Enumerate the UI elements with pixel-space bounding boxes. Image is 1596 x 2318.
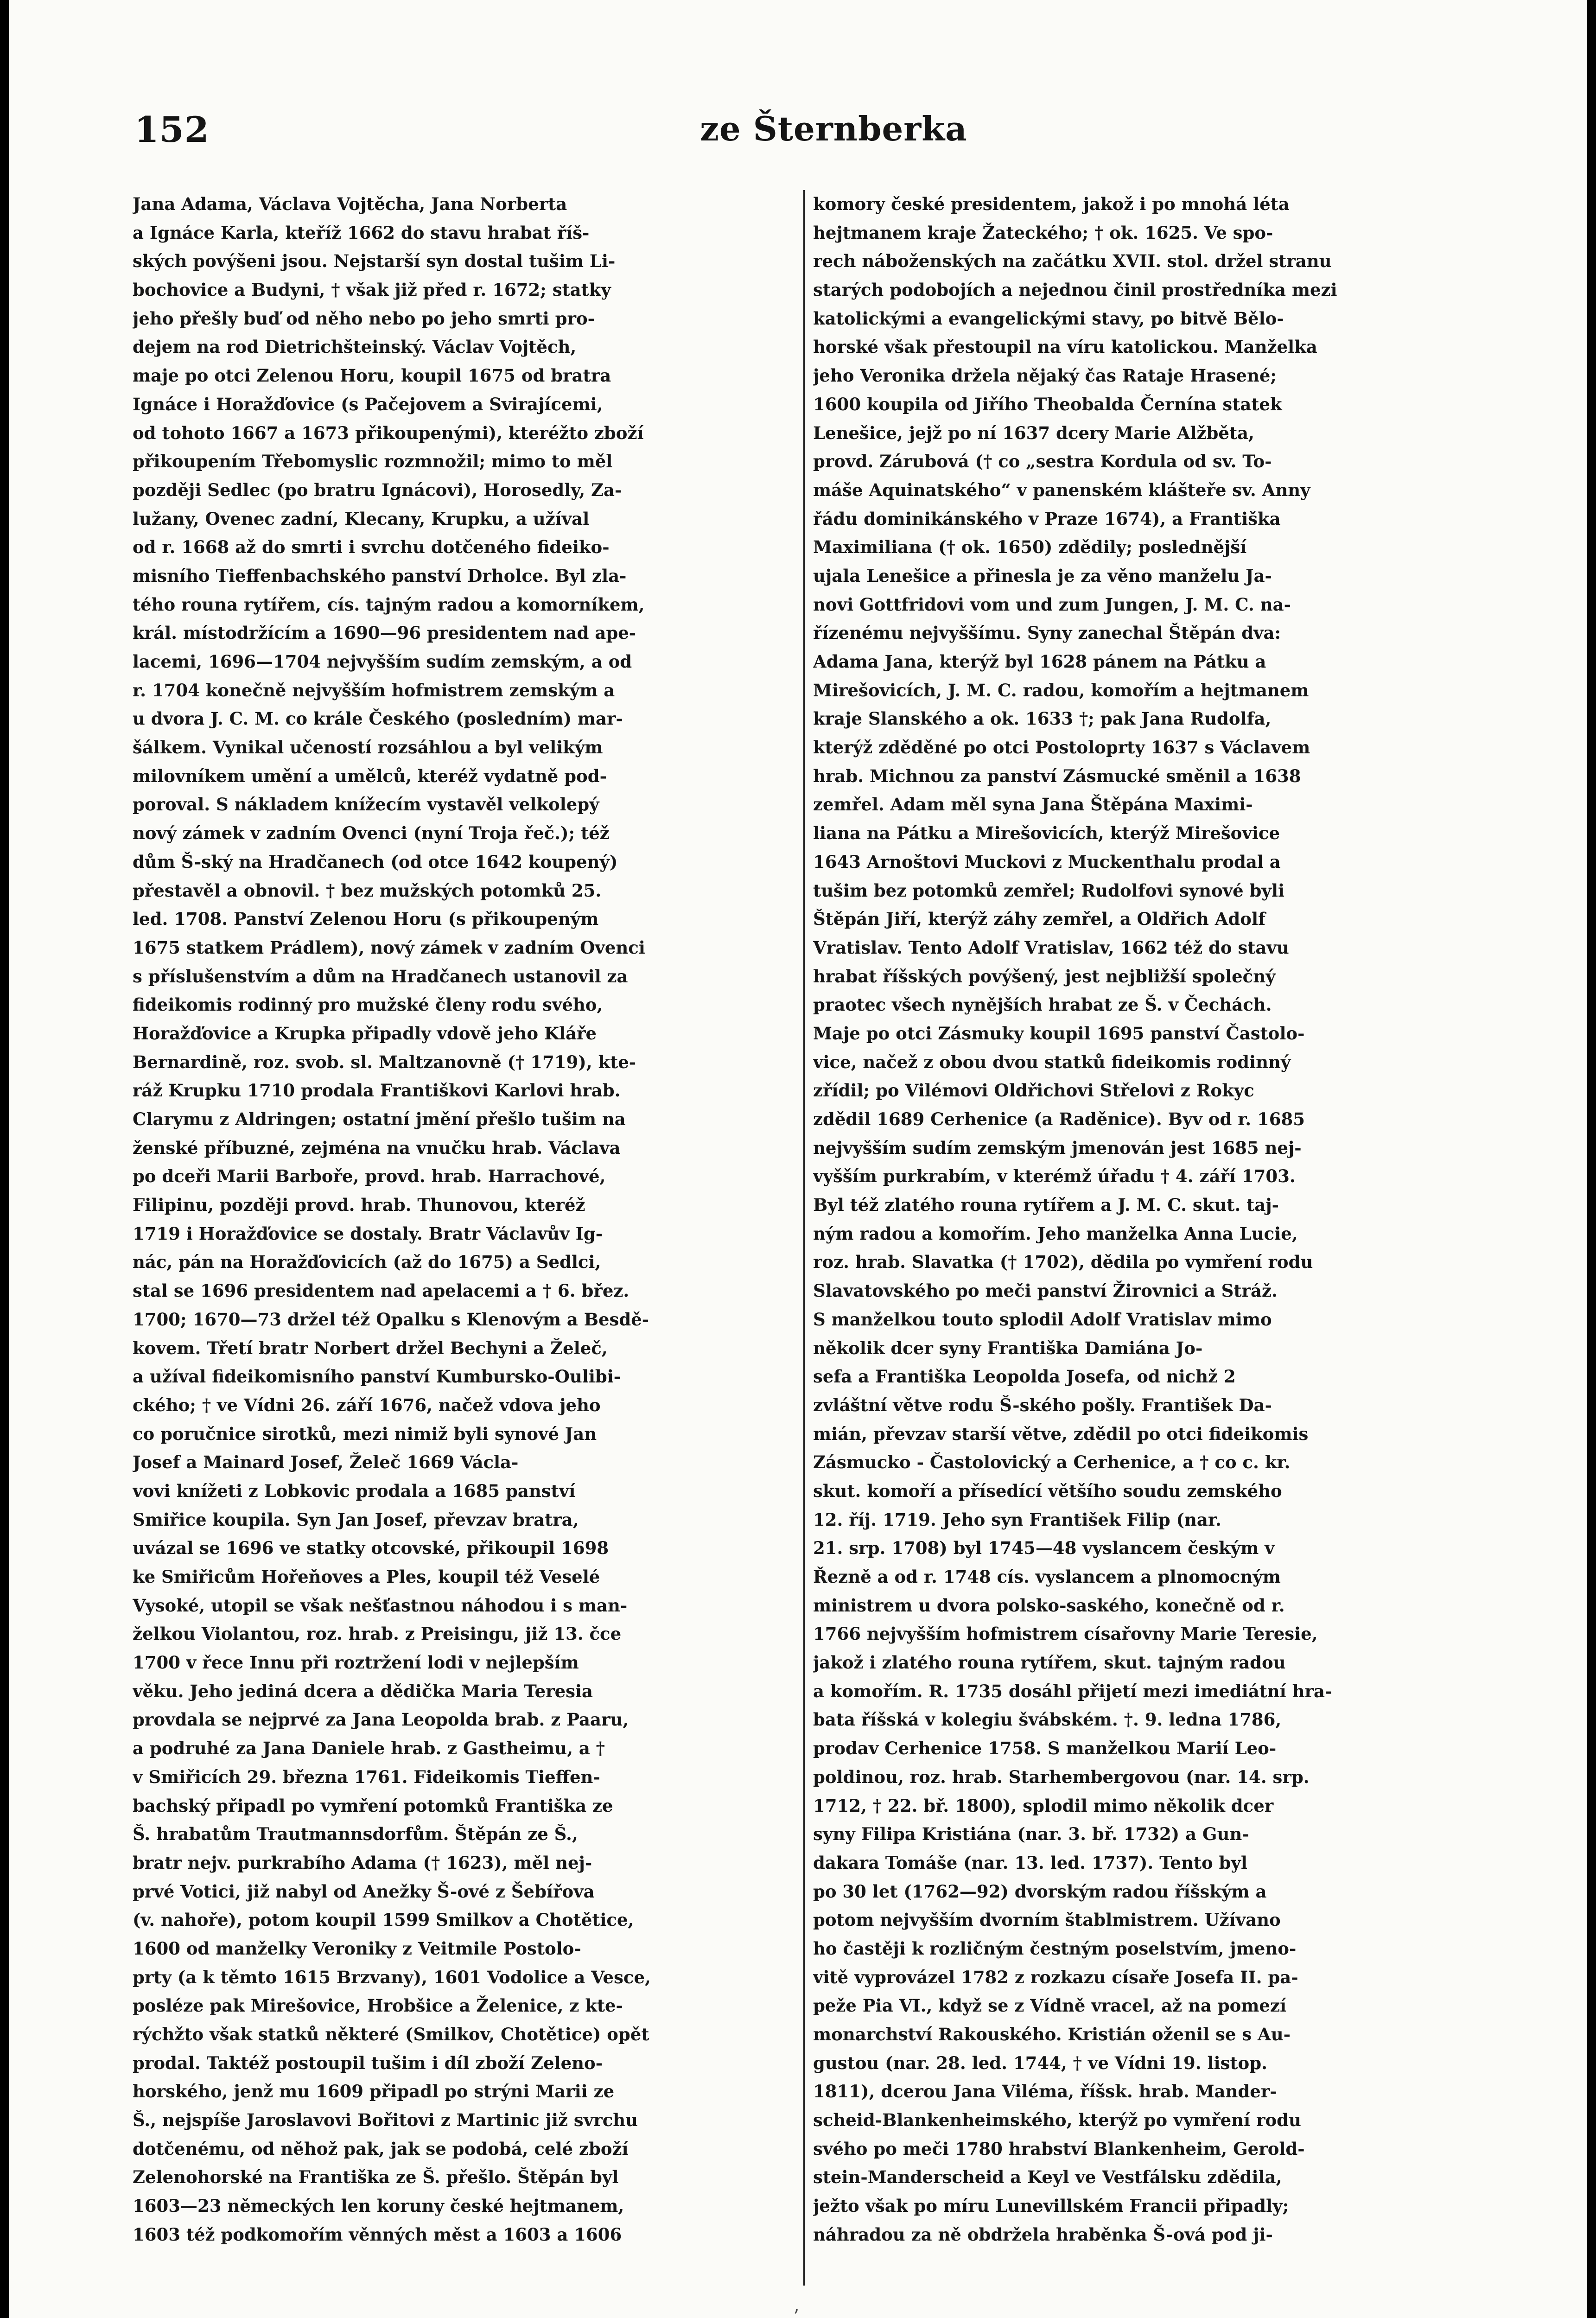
text-line: 1766 nejvyšším hofmistrem císařovny Marie Teresie, [813, 1624, 1318, 1644]
text-line: scheid-Blankenheimského, kterýž po vymření rodu [813, 2110, 1301, 2131]
text-line: od tohoto 1667 a 1673 přikoupenými), kteréžto zboží [133, 422, 644, 443]
text-line: 1712, † 22. bř. 1800), splodil mimo několik dcer [813, 1795, 1274, 1816]
text-line: Smiřice koupila. Syn Jan Josef, převzav bratra, [133, 1509, 579, 1530]
text-line: prty (a k těmto 1615 Brzvany), 1601 Vodolice a Vesce, [133, 1967, 651, 1987]
text-line: Ignáce i Horažďovice (s Pačejovem a Svirajícemi, [133, 394, 603, 414]
text-line: Adama Jana, kterýž byl 1628 pánem na Pátku a [813, 651, 1266, 672]
text-line: u dvora J. C. M. co krále Českého (posledním) mar- [133, 708, 623, 729]
text-line: a komořím. R. 1735 dosáhl přijetí mezi imediátní hra- [813, 1681, 1332, 1701]
text-line: ho častěji k rozličným čestným poselstvím, jmeno- [813, 1938, 1297, 1959]
text-line: nový zámek v zadním Ovenci (nyní Troja řeč.); též [133, 823, 610, 844]
text-line: sefa a Františka Leopolda Josefa, od nichž 2 [813, 1366, 1236, 1387]
text-line: Lenešice, jejž po ní 1637 dcery Marie Alžběta, [813, 422, 1254, 443]
text-line: 1643 Arnoštovi Muckovi z Muckenthalu prodal a [813, 851, 1281, 872]
text-line: stein-Manderscheid a Keyl ve Vestfálsku zdědila, [813, 2167, 1282, 2188]
text-line: kraje Slanského a ok. 1633 †; pak Jana Rudolfa, [813, 708, 1272, 729]
text-line: několik dcer syny Františka Damiána Jo- [813, 1337, 1203, 1358]
text-line: ujala Lenešice a přinesla je za věno manželu Ja- [813, 565, 1272, 586]
text-line: Bernardině, roz. svob. sl. Maltzanovně († 1719), kte- [133, 1051, 636, 1072]
text-line: řádu dominikánského v Praze 1674), a Františka [813, 508, 1281, 529]
text-line: horského, jenž mu 1609 připadl po strýni Marii ze [133, 2081, 615, 2102]
text-line: provd. Zárubová († co „sestra Kordula od sv. To- [813, 451, 1272, 472]
text-line: hrabat říšských povýšený, jest nejbližší společný [813, 966, 1276, 987]
text-line: Š. hrabatům Trautmannsdorfům. Štěpán ze Š., [133, 1824, 578, 1845]
text-line: 21. srp. 1708) byl 1745—48 vyslancem českým v [813, 1538, 1275, 1559]
text-line: Vratislav. Tento Adolf Vratislav, 1662 též do stavu [813, 937, 1289, 958]
text-line: prodal. Taktéž postoupil tušim i díl zboží Zeleno- [133, 2052, 603, 2073]
text-line: dejem na rod Dietrichšteinský. Václav Vojtěch, [133, 337, 577, 357]
text-line: 1719 i Horažďovice se dostaly. Bratr Václavův Ig- [133, 1223, 603, 1244]
text-line: lužany, Ovenec zadní, Klecany, Krupku, a užíval [133, 508, 590, 529]
text-line: ježto však po míru Lunevillském Francii připadly; [813, 2196, 1289, 2216]
text-line: ministrem u dvora polsko-saského, konečně od r. [813, 1595, 1285, 1616]
text-line: Zásmucko - Častolovický a Cerhenice, a † co c. kr. [813, 1452, 1291, 1473]
text-line: lacemi, 1696—1704 nejvyšším sudím zemským, a od [133, 651, 632, 672]
text-line: a podruhé za Jana Daniele hrab. z Gastheimu, a † [133, 1738, 605, 1759]
text-line: dakara Tomáše (nar. 13. led. 1737). Tento byl [813, 1852, 1247, 1873]
text-line: potom nejvyšším dvorním štablmistrem. Užívano [813, 1910, 1281, 1930]
text-line: přestavěl a obnovil. † bez mužských potomků 25. [133, 880, 602, 901]
text-line: a Ignáce Karla, kteříž 1662 do stavu hrabat říš- [133, 222, 590, 243]
text-line: peže Pia VI., když se z Vídně vracel, až na pomezí [813, 1995, 1287, 2016]
text-line: 1600 od manželky Veroniky z Veitmile Postolo- [133, 1938, 581, 1959]
text-line: vitě vyprovázel 1782 z rozkazu císaře Josefa II. pa- [813, 1967, 1298, 1987]
text-line: led. 1708. Panství Zelenou Horu (s přikoupeným [133, 909, 599, 930]
text-line: Horažďovice a Krupka připadly vdově jeho Kláře [133, 1023, 597, 1044]
text-line: zřídil; po Vilémovi Oldřichovi Střelovi z Rokyc [813, 1080, 1254, 1101]
text-line: prvé Votici, již nabyl od Anežky Š-ové z Šebířova [133, 1881, 595, 1902]
text-line: S manželkou touto splodil Adolf Vratislav mimo [813, 1309, 1272, 1330]
text-line: Josef a Mainard Josef, Želeč 1669 Václa- [133, 1452, 519, 1473]
text-line: hejtmanem kraje Žateckého; † ok. 1625. Ve spo- [813, 222, 1273, 243]
text-line: uvázal se 1696 ve statky otcovské, přikoupil 1698 [133, 1538, 609, 1559]
text-line: 1811), dcerou Jana Viléma, říšsk. hrab. Mander- [813, 2081, 1277, 2102]
text-line: provdala se nejprvé za Jana Leopolda brab. z Paaru, [133, 1709, 629, 1730]
text-line: misního Tieffenbachského panství Drholce. Byl zla- [133, 565, 627, 586]
text-line: tého rouna rytířem, cís. tajným radou a komorníkem, [133, 594, 645, 615]
text-line: mián, převzav starší větve, zdědil po otci fideikomis [813, 1423, 1309, 1444]
text-line: ckého; † ve Vídni 26. září 1676, načež vdova jeho [133, 1395, 601, 1415]
text-line: 1675 statkem Prádlem), nový zámek v zadním Ovenci [133, 937, 645, 958]
text-line: tušim bez potomků zemřel; Rudolfovi synové byli [813, 880, 1285, 901]
text-line: bata říšská v kolegiu švábském. †. 9. ledna 1786, [813, 1709, 1282, 1730]
text-line: kterýž zděděné po otci Postoloprty 1637 s Václavem [813, 737, 1310, 758]
text-line: starých podobojích a nejednou činil prostředníka mezi [813, 280, 1337, 300]
text-line: (v. nahoře), potom koupil 1599 Smilkov a Chotětice, [133, 1910, 634, 1930]
column-divider [803, 190, 805, 2286]
text-line: milovníkem umění a umělců, kteréž vydatně pod- [133, 765, 607, 786]
text-line: náhradou za ně obdržela hraběnka Š-ová pod ji- [813, 2224, 1273, 2245]
text-line: 1700 v řece Innu při roztržení lodi v nejlepším [133, 1652, 579, 1673]
text-line: posléze pak Mirešovice, Hrobšice a Želenice, z kte- [133, 1995, 623, 2016]
text-line: Zelenohorské na Františka ze Š. přešlo. Štěpán byl [133, 2167, 619, 2188]
text-line: v Smiřicích 29. března 1761. Fideikomis Tieffen- [133, 1766, 600, 1787]
text-line: liana na Pátku a Mirešovicích, kterýž Mirešovice [813, 823, 1280, 844]
text-line: poroval. S nákladem knížecím vystavěl velkolepý [133, 794, 599, 815]
text-line: svého po meči 1780 hrabství Blankenheim, Gerold- [813, 2138, 1305, 2159]
text-line: poldinou, roz. hrab. Starhembergovou (nar. 14. srp. [813, 1766, 1310, 1787]
text-line: Clarymu z Aldringen; ostatní jmění přešlo tušim na [133, 1109, 626, 1129]
text-line: po 30 let (1762—92) dvorským radou říšským a [813, 1881, 1267, 1902]
text-line: Jana Adama, Václava Vojtěcha, Jana Norberta [133, 194, 567, 214]
text-line: 1603—23 německých len koruny české hejtmanem, [133, 2196, 624, 2216]
text-line: 1600 koupila od Jiřího Theobalda Černína statek [813, 394, 1282, 414]
text-line: ženské příbuzné, zejména na vnučku hrab. Václava [133, 1137, 621, 1158]
page-number: 152 [134, 109, 210, 150]
text-line: dům Š-ský na Hradčanech (od otce 1642 koupený) [133, 851, 618, 872]
text-line: Byl též zlatého rouna rytířem a J. M. C. skut. taj- [813, 1195, 1279, 1216]
text-line: Filipinu, později provd. hrab. Thunovou, kteréž [133, 1195, 585, 1216]
text-line: ráž Krupku 1710 prodala Františkovi Karlovi hrab. [133, 1080, 621, 1101]
text-line: od r. 1668 až do smrti i svrchu dotčeného fideiko- [133, 537, 610, 558]
text-line: novi Gottfridovi vom und zum Jungen, J. M. C. na- [813, 594, 1291, 615]
right-column [813, 190, 1488, 2286]
text-line: král. místodržícím a 1690—96 presidentem nad ape- [133, 623, 636, 643]
text-line: kovem. Třetí bratr Norbert držel Bechyni a Želeč, [133, 1337, 608, 1358]
text-line: později Sedlec (po bratru Ignácovi), Horosedly, Za- [133, 479, 622, 500]
text-line: šálkem. Vynikal učeností rozsáhlou a byl velikým [133, 737, 603, 758]
text-line: po dceři Marii Barboře, provd. hrab. Harrachové, [133, 1166, 606, 1187]
text-line: monarchství Rakouského. Kristián oženil se s Au- [813, 2024, 1291, 2044]
bottom-mark: ʼ [793, 2306, 799, 2318]
text-line: jeho Veronika držela nějaký čas Rataje Hrasené; [813, 365, 1277, 386]
text-line: želkou Violantou, roz. hrab. z Preisingu, již 13. čce [133, 1624, 622, 1644]
text-line: a užíval fideikomisního panství Kumbursko-Oulibi- [133, 1366, 621, 1387]
text-line: komory české presidentem, jakož i po mnohá léta [813, 194, 1290, 214]
text-line: rech náboženských na začátku XVII. stol. držel stranu [813, 251, 1332, 272]
text-line: vovi knížeti z Lobkovic prodala a 1685 panství [133, 1480, 576, 1501]
text-line: gustou (nar. 28. led. 1744, † ve Vídni 19. listop. [813, 2052, 1267, 2073]
text-line: hrab. Michnou za panství Zásmucké směnil a 1638 [813, 765, 1301, 786]
text-line: řízenému nejvyššímu. Syny zanechal Štěpán dva: [813, 623, 1281, 643]
text-line: Mirešovicích, J. M. C. radou, komořím a hejtmanem [813, 680, 1309, 700]
text-line: co poručnice sirotků, mezi nimiž byli synové Jan [133, 1423, 597, 1444]
text-line: ke Smiřicům Hořeňoves a Ples, koupil též Veselé [133, 1567, 600, 1587]
text-line: ských povýšeni jsou. Nejstarší syn dostal tušim Li- [133, 251, 616, 272]
text-line: Řezně a od r. 1748 cís. vyslancem a plnomocným [813, 1567, 1281, 1587]
text-line: nejvyšším sudím zemským jmenován jest 1685 nej- [813, 1137, 1302, 1158]
text-line: vyšším purkrabím, v kterémž úřadu † 4. září 1703. [813, 1166, 1296, 1187]
text-line: máše Aquinatského“ v panenském klášteře sv. Anny [813, 479, 1310, 500]
text-line: dotčenému, od něhož pak, jak se podobá, celé zboží [133, 2138, 629, 2159]
text-line: věku. Jeho jediná dcera a dědička Maria Teresia [133, 1681, 593, 1701]
left-column [133, 190, 793, 2286]
text-line: katolickými a evangelickými stavy, po bitvě Bělo- [813, 308, 1284, 329]
running-head: ze Šternberka [700, 109, 967, 148]
text-line: jeho přešly buď od něho nebo po jeho smrti pro- [133, 308, 595, 329]
text-line: praotec všech nynějších hrabat ze Š. v Čechách. [813, 994, 1272, 1015]
page-header [134, 109, 1488, 165]
text-line: stal se 1696 presidentem nad apelacemi a † 6. břez. [133, 1280, 629, 1301]
text-line: Š., nejspíše Jaroslavovi Bořitovi z Martinic již svrchu [133, 2110, 638, 2131]
text-line: přikoupením Třebomyslic rozmnožil; mimo to měl [133, 451, 613, 472]
text-line: fideikomis rodinný pro mužské členy rodu svého, [133, 994, 603, 1015]
text-line: zvláštní větve rodu Š-ského pošly. František Da- [813, 1395, 1272, 1415]
text-line: bratr nejv. purkrabího Adama († 1623), měl nej- [133, 1852, 592, 1873]
text-line: vice, načež z obou dvou statků fideikomis rodinný [813, 1051, 1291, 1072]
text-line: s příslušenstvím a dům na Hradčanech ustanovil za [133, 966, 628, 987]
text-line: 12. říj. 1719. Jeho syn František Filip (nar. [813, 1509, 1221, 1530]
text-line: zemřel. Adam měl syna Jana Štěpána Maximi- [813, 794, 1253, 815]
text-line: 1603 též podkomořím věnných měst a 1603 a 1606 [133, 2224, 622, 2245]
text-line: Slavatovského po meči panství Žirovnici a Stráž. [813, 1280, 1278, 1301]
text-line: bachský připadl po vymření potomků Františka ze [133, 1795, 613, 1816]
text-line: nác, pán na Horažďovicích (až do 1675) a Sedlci, [133, 1252, 601, 1273]
text-line: horské však přestoupil na víru katolickou. Manželka [813, 337, 1317, 357]
text-line: Vysoké, utopil se však nešťastnou náhodou i s man- [133, 1595, 628, 1616]
text-line: ným radou a komořím. Jeho manželka Anna Lucie, [813, 1223, 1298, 1244]
text-line: syny Filipa Kristiána (nar. 3. bř. 1732) a Gun- [813, 1824, 1249, 1845]
text-line: Maje po otci Zásmuky koupil 1695 panství Častolo- [813, 1023, 1305, 1044]
text-line: skut. komoří a přísedící většího soudu zemského [813, 1480, 1282, 1501]
text-line: zdědil 1689 Cerhenice (a Raděnice). Byv od r. 1685 [813, 1109, 1305, 1129]
text-line: r. 1704 konečně nejvyšším hofmistrem zemským a [133, 680, 615, 700]
text-line: Maximiliana († ok. 1650) zdědily; poslednější [813, 537, 1247, 558]
text-line: maje po otci Zelenou Horu, koupil 1675 od bratra [133, 365, 611, 386]
text-line: jakož i zlatého rouna rytířem, skut. tajným radou [813, 1652, 1286, 1673]
text-line: prodav Cerhenice 1758. S manželkou Marií Leo- [813, 1738, 1277, 1759]
text-line: 1700; 1670—73 držel též Opalku s Klenovým a Besdě- [133, 1309, 649, 1330]
book-page [9, 0, 1587, 2318]
text-line: bochovice a Budyni, † však již před r. 1672; statky [133, 280, 611, 300]
text-line: Štěpán Jiří, kterýž záhy zemřel, a Oldřich Adolf [813, 909, 1265, 930]
text-line: rýchžto však statků některé (Smilkov, Chotětice) opět [133, 2024, 649, 2044]
text-line: roz. hrab. Slavatka († 1702), dědila po vymření rodu [813, 1252, 1313, 1273]
